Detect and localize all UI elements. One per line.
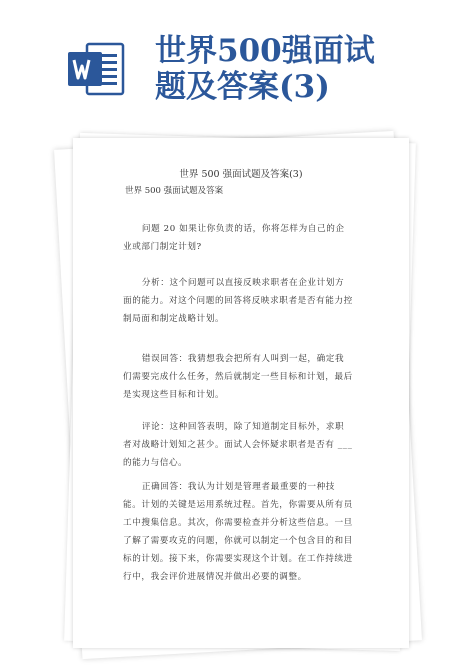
- page-header: [0, 0, 474, 120]
- paragraph-comment: 评论：这种回答表明，除了知道制定目标外，求职者对战略计划知之甚少。面试人会怀疑求职者是否有 ___ 的能力与信心。: [123, 422, 353, 468]
- page-subheading: 世界 500 强面试题及答案: [125, 186, 224, 196]
- paragraph-correct-answer: 正确回答：我认为计划是管理者最重要的一种技能。计划的关键是运用系统过程。首先，你需要从所有员工中搜集信息。其次，你需要检查并分析这些信息。一旦了解了需要攻克的问题，你就可以制定一个包含目的和目标的计划。接下来，你需要实现这个计划。在工作持续进行中，我会评价进展情况并做出必要的调整。: [123, 482, 353, 582]
- title-line-1: 世界500强面试: [155, 33, 375, 69]
- page-heading: 世界 500 强面试题及答案(3): [179, 169, 303, 180]
- title-line-2: 题及答案(3): [155, 69, 330, 105]
- word-icon: [65, 38, 127, 100]
- paragraph-wrong-answer: 错误回答：我猜想我会把所有人叫到一起，确定我们需要完成什么任务，然后就制定一些目标和计划，最后是实现这些目标和计划。: [123, 354, 353, 400]
- document-title: [155, 33, 455, 105]
- paragraph-analysis: 分析：这个问题可以直接反映求职者在企业计划方面的能力。对这个问题的回答将反映求职者是否有能力控制局面和制定战略计划。: [123, 278, 353, 324]
- paragraph-question: 问题 20 如果让你负责的话，你将怎样为自己的企业或部门制定计划?: [123, 224, 345, 252]
- document-page: [73, 138, 409, 648]
